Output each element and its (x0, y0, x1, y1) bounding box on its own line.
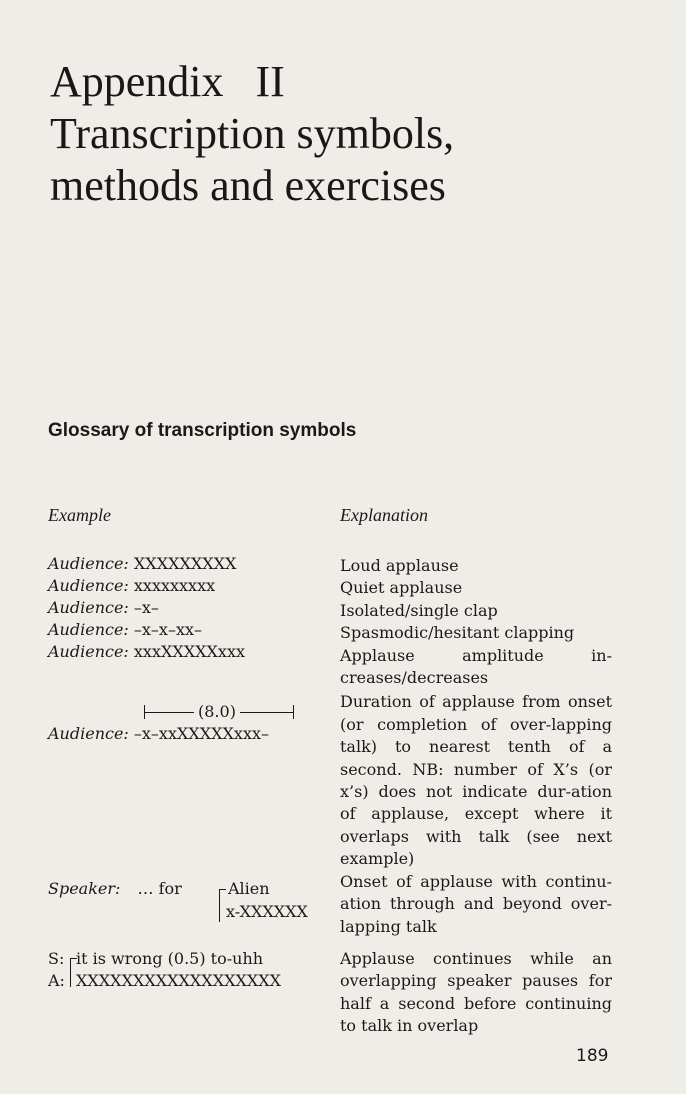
duration-marker (144, 701, 294, 723)
overlap-example: Speaker: … for (48, 879, 182, 898)
pause-audience-text: XXXXXXXXXXXXXXXXXX (76, 971, 282, 990)
explanation-item: Applause amplitude in-creases/decreases (340, 645, 612, 688)
explanation-item: Applause continues while an overlapping speaker pauses for half a second before continuing to talk in overlap (340, 948, 612, 1036)
overlap-word: Alien (228, 879, 270, 898)
example-line: Audience: –x– (48, 598, 159, 617)
overlap-applause: x-XXXXXX (226, 902, 308, 921)
example-line: Audience: xxxXXXXXxxx (48, 642, 245, 661)
explanation-item: Spasmodic/hesitant clapping (340, 623, 575, 643)
column-heading-explanation: Explanation (340, 505, 428, 525)
duration-tick-right (293, 705, 294, 719)
explanation-item: Quiet applause (340, 578, 463, 598)
title-line-2: Transcription symbols, (50, 109, 455, 158)
example-line: Audience: XXXXXXXXX (48, 554, 237, 573)
column-heading-example: Example (48, 505, 111, 525)
pause-example-audience-line: A: (48, 971, 65, 990)
page-title (50, 56, 454, 212)
overlap-bracket (219, 889, 226, 922)
example-line: Audience: –x–x–xx– (48, 620, 202, 639)
pause-example-speaker-line: S: (48, 949, 65, 968)
page-number: 189 (576, 1046, 609, 1066)
explanation-item: Isolated/single clap (340, 600, 498, 620)
explanations-column (340, 555, 612, 1038)
title-line-1: Appendix II (50, 57, 285, 106)
explanation-item: Duration of applause from onset (or completion of over-lapping talk) to nearest tenth of a second. NB: number of X’s (or x’s) does not indicate dur-ation of applause, except where it overlaps with talk (see next example) (340, 692, 612, 869)
example-line: Audience: –x–xxXXXXXxxx– (48, 724, 269, 743)
glossary-heading: Glossary of transcription symbols (48, 420, 357, 441)
title-line-3: methods and exercises (50, 161, 446, 210)
explanation-item: Loud applause (340, 556, 459, 575)
explanation-item: Onset of applause with continu-ation through and beyond over-lapping talk (340, 871, 612, 936)
duration-value: (8.0) (194, 701, 240, 723)
duration-tick-left (144, 705, 145, 719)
example-line: Audience: xxxxxxxxx (48, 576, 216, 595)
pause-speaker-text: it is wrong (0.5) to-uhh (76, 949, 264, 968)
examples-column (48, 553, 334, 745)
